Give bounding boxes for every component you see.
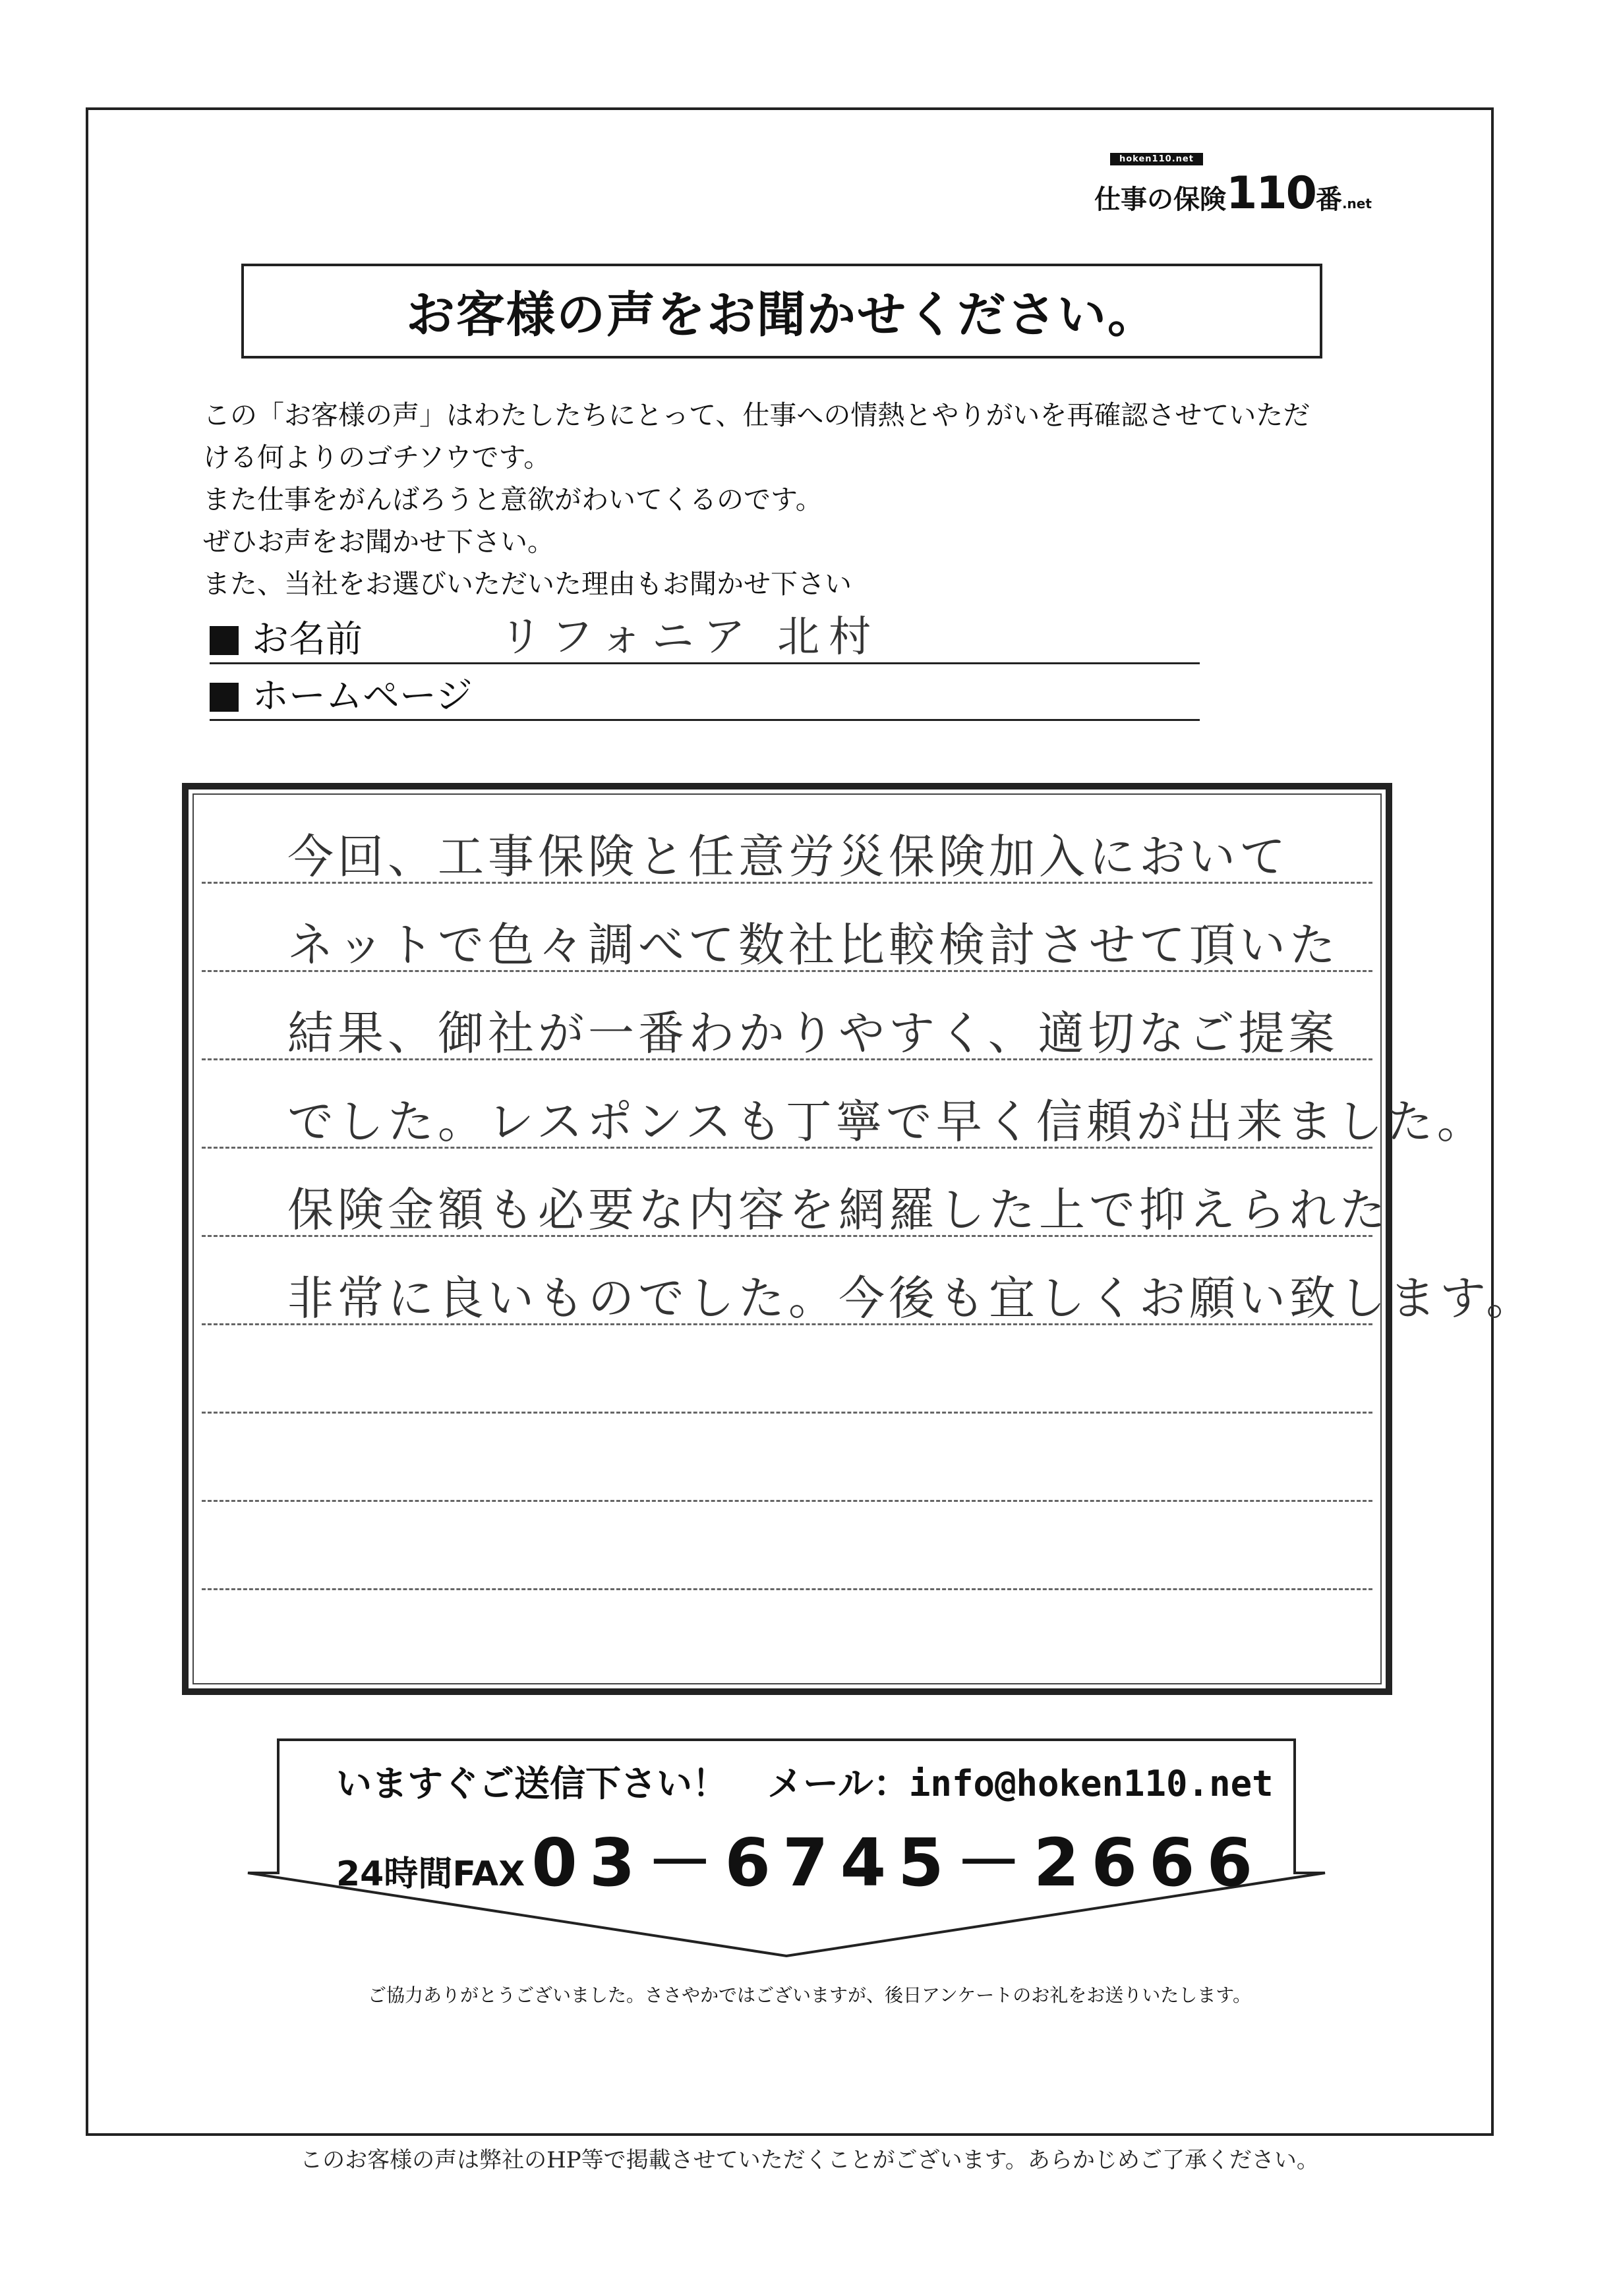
bullet-square-icon [210,683,239,712]
name-label: お名前 [252,618,363,661]
homepage-label: ホームページ [252,675,473,718]
ruled-line [202,1412,1372,1414]
company-logo [1094,153,1398,219]
comment-line: 非常に良いものでした。今後も宜しくお願い致します。 [287,1271,1537,1325]
comment-line: ネットで色々調べて数社比較検討させて頂いた [287,918,1339,972]
intro-text [203,394,1403,605]
thanks-note: ご協力ありがとうございました。ささやかではございますが、後日アンケートのお礼をお送りいたします。 [367,1984,1252,2006]
intro-line: ける何よりのゴチソウです。 [203,442,551,473]
logo-name-number: 110 [1226,167,1316,219]
send-arrow-banner [244,1736,1329,1960]
logo-name-tld: .net [1341,196,1372,212]
intro-line: また、当社をお選びいただいた理由もお聞かせ下さい [203,568,852,600]
logo-name-prefix: 仕事の保険 [1094,185,1226,215]
logo-name [1094,167,1372,219]
fax-number[interactable]: 03－6745－2666 [531,1824,1265,1901]
ruled-line [202,1588,1372,1590]
comment-line: 今回、工事保険と任意労災保険加入において [287,830,1289,884]
footer-note: このお客様の声は弊社のHP等で掲載させていただくことがございます。あらかじめご了承ください。 [300,2147,1319,2173]
logo-domain: hoken110.net [1110,153,1203,165]
comment-line: でした。レスポンスも丁寧で早く信頼が出来ました。 [287,1095,1487,1149]
bullet-square-icon [210,626,239,655]
logo-name-suffix: 番 [1315,185,1342,215]
intro-line: ぜひお声をお聞かせ下さい。 [203,526,554,558]
name-field[interactable] [210,612,1200,664]
ruled-line [202,1500,1372,1502]
send-email[interactable]: メール：info@hoken110.net [767,1763,1274,1804]
send-headline: いますぐご送信下さい！ [336,1763,728,1804]
send-headline-row [336,1756,1274,1806]
page-title: お客様の声をお聞かせください。 [241,264,1322,359]
intro-line: この「お客様の声」はわたしたちにとって、仕事への情熱とやりがいを再確認させていただ [203,399,1310,431]
name-value: リフォニア 北村 [500,613,881,662]
fax-row [336,1810,1264,1905]
comment-line: 結果、御社が一番わかりやすく、適切なご提案 [287,1006,1339,1060]
intro-line: また仕事をがんばろうと意欲がわいてくるのです。 [203,484,823,515]
homepage-field[interactable] [210,668,1200,721]
fax-label: 24時間FAX [336,1854,525,1894]
comment-line: 保険金額も必要な内容を網羅した上で抑えられた [287,1183,1390,1237]
comment-box[interactable] [182,783,1537,1695]
